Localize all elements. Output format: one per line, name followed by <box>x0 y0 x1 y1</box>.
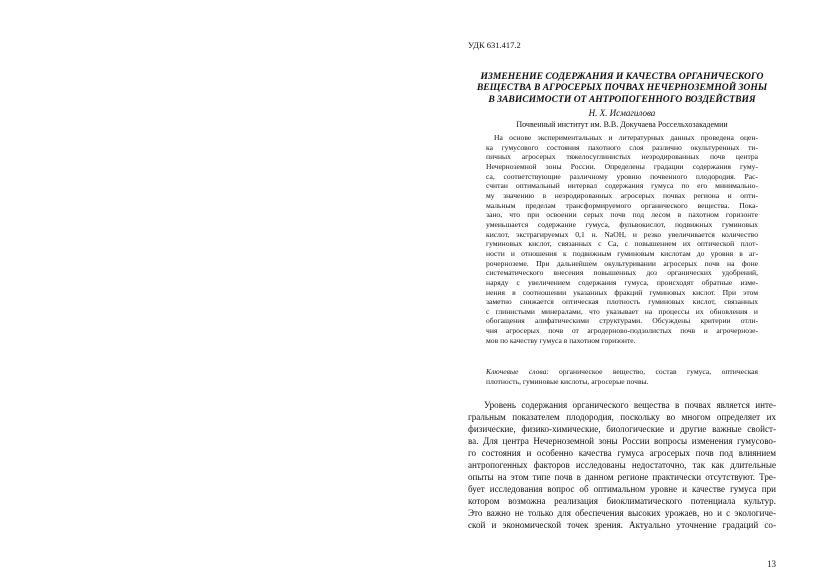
abstract-line: уменьшается содержание гумуса, фульвокислот, подвижных гуминовых <box>486 219 758 229</box>
body-line: бует исследования вопрос об оптимальном уровне и качестве гумуса при <box>468 484 776 495</box>
abstract-line: рочерноземе. При дальнейшем окультуривании агросерых почв на фоне <box>486 258 758 268</box>
body-line: гральным показателем плодородия, поскольку во многом определяет их <box>468 412 776 423</box>
abstract-line: са, соответствующие различному уровню почвенного плодородия. Рас- <box>486 171 758 181</box>
abstract-line: кислот, экстрагируемых 0,1 н. NaOH, и резко увеличивается количество <box>486 229 758 239</box>
abstract-line: обогащения алифатическими структурами. Обсуждены критерии отли- <box>486 316 758 326</box>
keywords-line <box>486 367 758 377</box>
abstract-line: нения в соотношении указанных фракций гуминовых кислот. При этом <box>486 287 758 297</box>
keywords-line: плотность, гуминовые кислоты, агросерые почвы. <box>486 376 649 386</box>
body-line: го состояния и особенно качества гумуса агросерых почв под влиянием <box>468 448 776 459</box>
body-line: ской и экономической точек зрения. Актуально уточнение градаций со- <box>468 520 776 531</box>
abstract-line: заметно снижается оптическая плотность гуминовых кислот, связанных <box>486 297 758 307</box>
body-line: Уровень содержания органического вещества в почвах является инте- <box>484 400 776 410</box>
abstract-line: считан оптимальный интервал содержания гумуса по его минимально- <box>486 181 758 191</box>
keywords-text: : органическое вещество, состав гумуса, оптическая <box>546 367 759 376</box>
abstract-line: систематического внесения повышенных доз органических удобрений, <box>486 268 758 278</box>
body-line: Это важно не только для обеспечения высоких урожаев, но и с экологиче- <box>468 508 776 519</box>
keywords-label: Ключевые слова <box>486 367 547 376</box>
keywords <box>486 367 758 386</box>
abstract-line: Нечерноземной зоны России. Определены градации содержания гуму- <box>486 161 758 171</box>
abstract-line: му значению в неэродированных агросерых почвах региона и опти- <box>486 190 758 200</box>
udk-code: УДК 631.417.2 <box>468 40 521 50</box>
abstract-line: зано, что при освоении серых почв под лесом в пахотном горизонте <box>486 210 758 220</box>
body-line: котором возможна реализация биоклиматического потенциала культур. <box>468 496 776 507</box>
title-line: ВЕЩЕСТВА В АГРОСЕРЫХ ПОЧВАХ НЕЧЕРНОЗЕМНОЙ ЗОНЫ <box>476 82 768 94</box>
article-title <box>468 71 776 105</box>
author-name: Н. Х. Исмагилова <box>588 108 656 118</box>
body-text <box>468 399 776 532</box>
journal-page <box>468 40 776 572</box>
title-line: ИЗМЕНЕНИЕ СОДЕРЖАНИЯ И КАЧЕСТВА ОРГАНИЧЕСКОГО <box>480 71 764 82</box>
abstract-line: наряду с увеличением содержания гумуса, происходят обратные изме- <box>486 277 758 287</box>
title-line: В ЗАВИСИМОСТИ ОТ АНТРОПОГЕННОГО ВОЗДЕЙСТВИЯ <box>488 93 756 105</box>
abstract-line: ка гумусового состояния пахотного слоя различно окультуренных ти- <box>486 142 758 152</box>
abstract-line: мов по качеству гумуса в пахотном горизонте. <box>486 335 636 345</box>
author-affiliation: Почвенный институт им. В.В. Докучаева Россельхозакадемии <box>516 120 728 129</box>
abstract-line: ности и отношения к подвижным гуминовым кислотам до уровня в аг- <box>486 248 758 258</box>
abstract-line: мальным пределам трансформируемого органического вещества. Пока- <box>486 200 758 210</box>
body-line: опыты на этом типе почв в данном регионе практически отсутствуют. Тре- <box>468 472 776 483</box>
abstract-line: На основе экспериментальных и литературных данных проведена оцен- <box>494 133 758 142</box>
abstract-line: пичных агросерых тяжелосуглинистых неэродированных почв центра <box>486 152 758 162</box>
body-line: антропогенных факторов исследованы недостаточно, так как длительные <box>468 460 776 471</box>
body-line: ва. Для центра Нечерноземной зоны России вопросы изменения гумусово- <box>468 436 776 447</box>
abstract-line: чия агросерых почв от агродерново-подзолистых почв и агрочернозе- <box>486 326 758 336</box>
abstract-line: с глинистыми минералами, что указывает на процессы их обновления и <box>486 306 758 316</box>
abstract <box>486 133 758 345</box>
abstract-line: гуминовых кислот, связанных с Са, с повышением их оптической плот- <box>486 239 758 249</box>
body-line: физические, физико-химические, биологические и другие важные свойст- <box>468 424 776 435</box>
page-number: 13 <box>767 559 776 569</box>
